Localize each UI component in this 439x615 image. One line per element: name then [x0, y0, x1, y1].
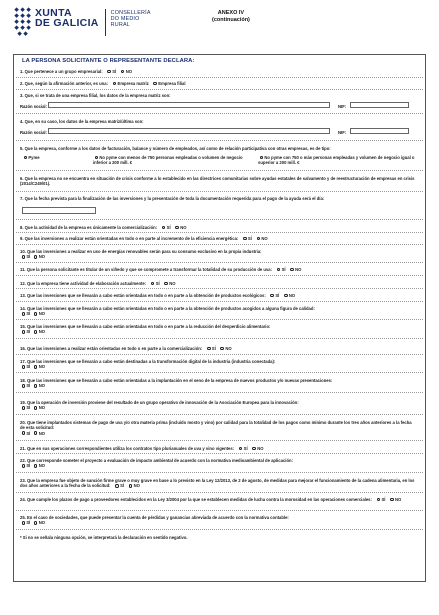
q20-no-radio[interactable] — [34, 431, 38, 435]
question-11 — [20, 267, 415, 272]
separator — [16, 510, 423, 511]
q10-no-radio[interactable] — [34, 255, 38, 259]
no-label: NO — [125, 69, 132, 74]
q25-no-radio[interactable] — [34, 521, 38, 525]
question-15-text: 15. Que las inversiones que se llevarán a cabo están orientadas en todo o en parte a la reducción del desperdicio alimentario: — [20, 324, 271, 329]
q24-no-radio[interactable] — [390, 498, 394, 502]
annex-subtitle: (continuación) — [212, 17, 250, 23]
yes-label: SÍ — [26, 329, 31, 335]
question-8-text: 8. Que la actividad de la empresa es únicamente la comercialización: — [20, 225, 158, 230]
q4-nif-field[interactable] — [350, 128, 409, 134]
question-20 — [20, 420, 415, 436]
q21-no-radio[interactable] — [252, 447, 256, 451]
org-name — [35, 8, 99, 28]
q18-yes-radio[interactable] — [22, 384, 26, 388]
question-3 — [20, 93, 415, 98]
separator — [16, 354, 423, 355]
separator — [16, 440, 423, 441]
q18-no-radio[interactable] — [34, 384, 38, 388]
yes-label: SÍ — [120, 483, 125, 489]
q21-yes-radio[interactable] — [239, 447, 243, 451]
question-21-text: 21. Que en sus operaciones correspondientes utiliza los contratos tipo plurianuales de uva y vino vigentes: — [20, 446, 235, 451]
q25-yes-radio[interactable] — [22, 521, 26, 525]
q3-nif-field[interactable] — [350, 102, 409, 108]
q2-subsidiary-label: Empresa filial — [158, 81, 186, 86]
dept-line1: CONSELLERÍA — [110, 10, 151, 16]
yes-label: SÍ — [26, 463, 31, 469]
no-label: NO — [295, 267, 302, 272]
separator — [16, 140, 423, 141]
separator — [16, 392, 423, 393]
separator — [16, 414, 423, 415]
q11-no-radio[interactable] — [290, 268, 294, 272]
question-17 — [20, 359, 415, 370]
yes-label: SÍ — [26, 364, 31, 370]
separator — [16, 191, 423, 192]
question-19 — [20, 400, 415, 411]
no-label: NO — [180, 225, 187, 230]
q5-option-pyme — [22, 155, 82, 160]
separator — [16, 472, 423, 473]
question-13 — [20, 293, 415, 298]
question-12-text: 12. Que la empresa tiene actividad de elaboración actualmente: — [20, 281, 147, 286]
separator — [16, 529, 423, 530]
q9-yes-radio[interactable] — [243, 237, 247, 241]
yes-label: SÍ — [275, 293, 280, 298]
yes-label: SÍ — [381, 497, 386, 502]
no-label: NO — [38, 329, 46, 335]
section-title: LA PERSONA SOLICITANTE O REPRESENTANTE DECLARA: — [22, 58, 195, 64]
q3-company-name-field[interactable] — [48, 102, 330, 108]
question-6 — [20, 176, 415, 187]
question-24 — [20, 497, 415, 502]
annex-heading — [212, 10, 250, 24]
q16-yes-radio[interactable] — [207, 347, 211, 351]
q9-no-radio[interactable] — [257, 237, 261, 241]
question-10 — [20, 249, 415, 260]
yes-label: SÍ — [26, 520, 31, 526]
separator — [16, 219, 423, 220]
no-label: NO — [38, 383, 46, 389]
q4-company-name-label: Razón social: — [20, 130, 47, 135]
question-14-text: 14. Que las inversiones que se llevarán a cabo están orientadas en todo o en parte a la obtención de productos acogidos a alguna figura de calidad: — [20, 306, 315, 311]
xunta-emblem-icon — [14, 7, 31, 37]
question-6-text: 6. Que la empresa no se encuentra en situación de crisis conforme a lo establecido en las directrices comunitarias sobre ayudas estatales de salvamento y de reestructuración de empresas en crisis (2014/C249/01). — [20, 176, 415, 187]
q20-yes-radio[interactable] — [22, 431, 26, 435]
q4-company-name-field[interactable] — [48, 128, 330, 134]
q23-no-radio[interactable] — [129, 484, 133, 488]
q22-yes-radio[interactable] — [22, 464, 26, 468]
q5-large-label: No pyme con 750 o más personas empleadas y volumen de negocio igual o superior a 200 mill. € — [258, 155, 415, 166]
org-line2: DE GALICIA — [35, 17, 99, 29]
question-13-text: 13. Que las inversiones que se llevarán a cabo están orientadas en todo o en parte a la obtención de productos ecológicos: — [20, 293, 266, 298]
q13-no-radio[interactable] — [284, 294, 288, 298]
no-label: NO — [169, 281, 176, 286]
separator — [16, 338, 423, 339]
question-11-text: 11. Que la persona solicitante es titular de un viñedo y que se compromete a transformar la totalidad de su producción de uva: — [20, 267, 273, 272]
separator — [16, 113, 423, 114]
q12-yes-radio[interactable] — [151, 282, 155, 286]
question-5-text: 5. Que la empresa, conforme a los datos de facturación, balance y número de empleados, así como de relación participativa con otras empresas, es de tipo: — [20, 146, 331, 151]
yes-label: SÍ — [26, 405, 31, 411]
q2-parent-radio[interactable] — [113, 82, 117, 86]
yes-label: SÍ — [26, 383, 31, 389]
q19-yes-radio[interactable] — [22, 406, 26, 410]
q5-small-radio[interactable] — [95, 156, 99, 160]
q5-pyme-radio[interactable] — [24, 156, 28, 160]
question-7-text: 7. Que la fecha prevista para la finalización de las inversiones y la presentación de toda la documentación requerida para el pago de la ayuda será el día: — [20, 196, 325, 201]
no-label: NO — [394, 497, 402, 502]
question-5 — [20, 146, 415, 151]
q5-large-radio[interactable] — [260, 156, 264, 160]
q23-yes-radio[interactable] — [115, 484, 119, 488]
q2-parent-label: Empresa matriz — [117, 81, 149, 86]
question-18 — [20, 378, 415, 389]
yes-label: SÍ — [243, 446, 248, 451]
separator — [16, 319, 423, 320]
xunta-logo — [14, 7, 151, 37]
yes-label: SÍ — [112, 69, 117, 74]
question-10-text: 10. Que las inversiones a realizar en uso de energías renovables serán para su consumo exclusivo en la propia industria: — [20, 249, 262, 254]
q14-no-radio[interactable] — [34, 312, 38, 316]
q22-no-radio[interactable] — [34, 464, 38, 468]
question-25 — [20, 515, 415, 526]
no-label: NO — [38, 520, 46, 526]
q10-yes-radio[interactable] — [22, 255, 26, 259]
q16-no-radio[interactable] — [220, 347, 224, 351]
question-1 — [20, 69, 415, 74]
question-8 — [20, 225, 415, 230]
dept-line2: DO MEDIO — [110, 16, 140, 22]
q1-no-radio[interactable] — [121, 70, 125, 74]
question-23 — [20, 478, 415, 489]
question-4-text: 4. Que, en su caso, los datos de la empresa matriz/última son: — [20, 119, 144, 124]
org-line1: XUNTA — [35, 7, 72, 19]
question-7 — [20, 196, 415, 201]
q17-no-radio[interactable] — [34, 365, 38, 369]
yes-label: SÍ — [26, 430, 31, 436]
q13-yes-radio[interactable] — [270, 294, 274, 298]
separator — [16, 170, 423, 171]
q11-yes-radio[interactable] — [277, 268, 281, 272]
q12-no-radio[interactable] — [164, 282, 168, 286]
logo-divider — [105, 9, 106, 36]
separator — [16, 232, 423, 233]
q15-yes-radio[interactable] — [22, 330, 26, 334]
q14-yes-radio[interactable] — [22, 312, 26, 316]
q5-option-large — [258, 155, 416, 166]
dept-line3: RURAL — [110, 22, 130, 28]
question-2-text: 2. Que, según la afirmación anterior, es una: — [20, 81, 108, 86]
separator — [16, 275, 423, 276]
q8-no-radio[interactable] — [175, 226, 179, 230]
no-label: NO — [257, 446, 264, 451]
q15-no-radio[interactable] — [34, 330, 38, 334]
question-9-text: 9. Que las inversiones a realizar están orientadas en todo o en parte al incremento de la eficiencia energética: — [20, 236, 239, 241]
question-14 — [20, 306, 415, 317]
question-23-text: 23. Que la empresa fue objeto de sanción firme grave o muy grave en base a lo previsto en la Ley 12/2013, de 2 de agosto, de medidas para mejorar el funcionamiento de la cadena alimentaria, en los dos años anteriores a la fecha de la solicitud: — [20, 478, 415, 489]
question-16 — [20, 346, 415, 351]
question-21 — [20, 446, 415, 451]
q24-yes-radio[interactable] — [377, 498, 381, 502]
yes-label: SÍ — [166, 225, 171, 230]
yes-label: SÍ — [247, 236, 252, 241]
question-20-text: 20. Que tiene implantados sistemas de pago de uva y/o otra materia prima (incluido mosto y vino) por calidad para la totalidad de los pagos como mínimo durante los tres años anteriores a la fecha de esta solicitud: — [20, 420, 412, 431]
q5-small-label: No pyme con menos de 750 personas empleadas o volumen de negocio inferior a 200 mill. € — [93, 155, 243, 166]
separator — [16, 244, 423, 245]
separator — [16, 89, 423, 90]
question-9 — [20, 236, 415, 241]
q4-nif-label: NIF: — [338, 130, 347, 135]
q19-no-radio[interactable] — [34, 406, 38, 410]
q3-nif-label: NIF: — [338, 104, 347, 109]
q7-date-field[interactable] — [22, 207, 96, 214]
department-name — [111, 10, 151, 28]
question-16-text: 16. Que las inversiones a realizar están orientadas en todo o en parte a la comercialización: — [20, 346, 203, 351]
question-17-text: 17. Que las inversiones que se llevarán a cabo están destinadas a la transformación digital de la industria (industria conectada): — [20, 359, 276, 364]
yes-label: SÍ — [211, 346, 216, 351]
no-label: NO — [288, 293, 296, 298]
question-1-text: 1. Que pertenece a un grupo empresarial: — [20, 69, 103, 74]
separator — [16, 372, 423, 373]
separator — [16, 301, 423, 302]
question-25-text: 25. En el caso de sociedades, que puede presentar la cuenta de pérdidas y ganancias abreviada de acuerdo con la normativa contable: — [20, 515, 289, 520]
q1-yes-radio[interactable] — [107, 70, 111, 74]
yes-label: SÍ — [26, 311, 31, 317]
question-12 — [20, 281, 415, 286]
question-3-text: 3. Que, si se trata de una empresa filial, los datos de la empresa matriz son: — [20, 93, 171, 98]
question-18-text: 18. Que las inversiones que se llevarán a cabo están orientadas a la implantación en el seno de la empresa de nuevos productos y/o nuevas presentaciones: — [20, 378, 333, 383]
no-label: NO — [38, 430, 46, 436]
question-22 — [20, 458, 415, 469]
separator — [16, 288, 423, 289]
q2-subsidiary-radio[interactable] — [153, 82, 157, 86]
no-label: NO — [133, 483, 140, 489]
yes-label: SÍ — [281, 267, 286, 272]
yes-label: SÍ — [155, 281, 160, 286]
q3-company-name-label: Razón social: — [20, 104, 47, 109]
question-19-text: 19. Que la operación de inversión proviene del resultado de un grupo operativo de innovación de la Asociación Europea para la innovación: — [20, 400, 299, 405]
question-4 — [20, 119, 415, 124]
no-label: NO — [38, 254, 46, 260]
question-24-text: 24. Que cumple los plazos de pago a proveedores establecidos en la Ley 3/2004 por la que se establecen medidas de lucha contra la morosidad en las operaciones comerciales: — [20, 497, 372, 502]
no-label: NO — [225, 346, 232, 351]
no-label: NO — [38, 463, 46, 469]
yes-label: SÍ — [26, 254, 31, 260]
no-label: NO — [38, 311, 46, 317]
annex-title: ANEXO IV — [217, 10, 245, 16]
q17-yes-radio[interactable] — [22, 365, 26, 369]
question-2 — [20, 81, 415, 86]
separator — [16, 262, 423, 263]
q8-yes-radio[interactable] — [162, 226, 166, 230]
separator — [16, 492, 423, 493]
no-label: NO — [38, 405, 46, 411]
no-label: NO — [261, 236, 268, 241]
footnote-text: * Si no se señala ninguna opción, se interpretará la declaración en sentido negativo. — [20, 535, 188, 540]
separator — [16, 77, 423, 78]
question-22-text: 22. Que corresponde someter el proyecto a evaluación de impacto ambiental de acuerdo con la normativa medioambiental de aplicación: — [20, 458, 293, 463]
question-15 — [20, 324, 415, 335]
footnote — [20, 535, 415, 540]
separator — [16, 453, 423, 454]
q5-pyme-label: Pyme — [28, 155, 40, 160]
no-label: NO — [38, 364, 46, 370]
q5-option-small — [93, 155, 243, 166]
